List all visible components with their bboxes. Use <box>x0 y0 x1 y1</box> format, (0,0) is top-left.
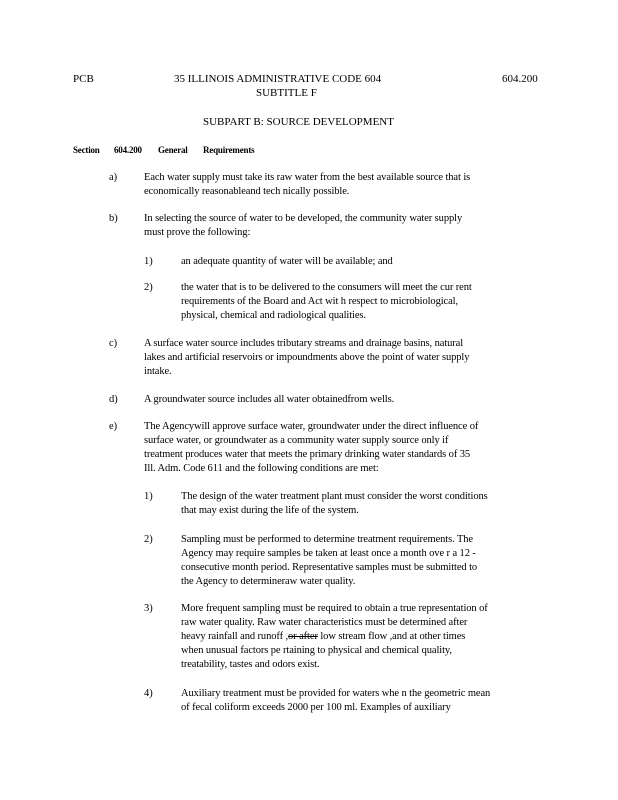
section-number: 604.200 <box>114 145 142 155</box>
item-label-a: a) <box>109 172 118 183</box>
section-title-word2: Requirements <box>203 145 255 155</box>
item-e-3-label: 3) <box>144 603 153 614</box>
item-e-2-label: 2) <box>144 534 153 545</box>
item-b-2-line-3: physical, chemical and radiological qualities. <box>181 310 366 321</box>
subpart-heading: SUBPART B: SOURCE DEVELOPMENT <box>203 116 394 128</box>
header-left: PCB <box>73 73 94 85</box>
item-label-e: e) <box>109 421 118 432</box>
item-e-line-1: The Agencywill approve surface water, groundwater under the direct influence of <box>144 421 479 432</box>
header-right: 604.200 <box>502 73 538 85</box>
item-a-line-2: economically reasonableand tech nically possible. <box>144 186 350 197</box>
item-e-line-4: Ill. Adm. Code 611 and the following conditions are met: <box>144 463 379 474</box>
item-b-2-line-1: the water that is to be delivered to the consumers will meet the cur rent <box>181 282 472 293</box>
item-e-1-line-1: The design of the water treatment plant must consider the worst conditions <box>181 491 488 502</box>
item-label-c: c) <box>109 338 118 349</box>
item-e-2-line-3: consecutive month period. Representative samples must be submitted to <box>181 562 478 573</box>
item-e-3-line-2: raw water quality. Raw water characteristics must be determined after <box>181 617 468 628</box>
item-b-1-line-1: an adequate quantity of water will be available; and <box>181 256 393 267</box>
item-b-1-label: 1) <box>144 256 153 267</box>
item-e-4-label: 4) <box>144 688 153 699</box>
item-e-2-line-1: Sampling must be performed to determine treatment requirements. The <box>181 534 473 545</box>
item-e-3-line-5: treatability, tastes and odors exist. <box>181 659 320 670</box>
item-e-line-3: treatment produces water that meets the primary drinking water standards of 35 <box>144 449 471 460</box>
item-b-line-1: In selecting the source of water to be developed, the community water supply <box>144 213 463 224</box>
struck-text: or after <box>288 631 318 642</box>
item-e-3-line-3 <box>181 630 465 644</box>
item-e-1-line-2: that may exist during the life of the system. <box>181 505 359 516</box>
item-c-line-2: lakes and artificial reservoirs or impoundments above the point of water supply <box>144 352 470 363</box>
item-e-3-line-3-before: heavy rainfall and runoff , <box>181 631 289 642</box>
item-e-3-line-4: when unusual factors pe rtaining to physical and chemical quality, <box>181 645 452 656</box>
header-title: 35 ILLINOIS ADMINISTRATIVE CODE 604 <box>174 73 382 85</box>
section-title-word1: General <box>158 145 188 155</box>
item-e-2-line-2: Agency may require samples be taken at least once a month ove r a 12 - <box>181 548 476 559</box>
item-b-2-line-2: requirements of the Board and Act wit h respect to microbiological, <box>181 296 459 307</box>
item-e-1-label: 1) <box>144 491 153 502</box>
item-label-d: d) <box>109 394 118 405</box>
item-c-line-3: intake. <box>144 366 172 377</box>
item-e-4-line-1: Auxiliary treatment must be provided for waters whe n the geometric mean <box>181 688 491 699</box>
item-label-b: b) <box>109 213 118 224</box>
item-d-line-1: A groundwater source includes all water obtainedfrom wells. <box>144 394 395 405</box>
item-e-3-line-3-middle: low stream flow , <box>317 631 393 642</box>
item-e-3-line-1: More frequent sampling must be required to obtain a true representation of <box>181 603 488 614</box>
item-a-line-1: Each water supply must take its raw water from the best available source that is <box>144 172 471 183</box>
item-b-2-label: 2) <box>144 282 153 293</box>
section-word: Section <box>73 145 100 155</box>
item-e-line-2: surface water, or groundwater as a community water supply source only if <box>144 435 449 446</box>
item-b-line-2: must prove the following: <box>144 227 251 238</box>
item-e-4-line-2: of fecal coliform exceeds 2000 per 100 ml. Examples of auxiliary <box>181 702 451 713</box>
item-e-2-line-4: the Agency to determineraw water quality. <box>181 576 356 587</box>
item-e-3-line-3-after: and at other times <box>392 631 466 642</box>
item-c-line-1: A surface water source includes tributary streams and drainage basins, natural <box>144 338 464 349</box>
header-subtitle: SUBTITLE F <box>256 87 317 99</box>
